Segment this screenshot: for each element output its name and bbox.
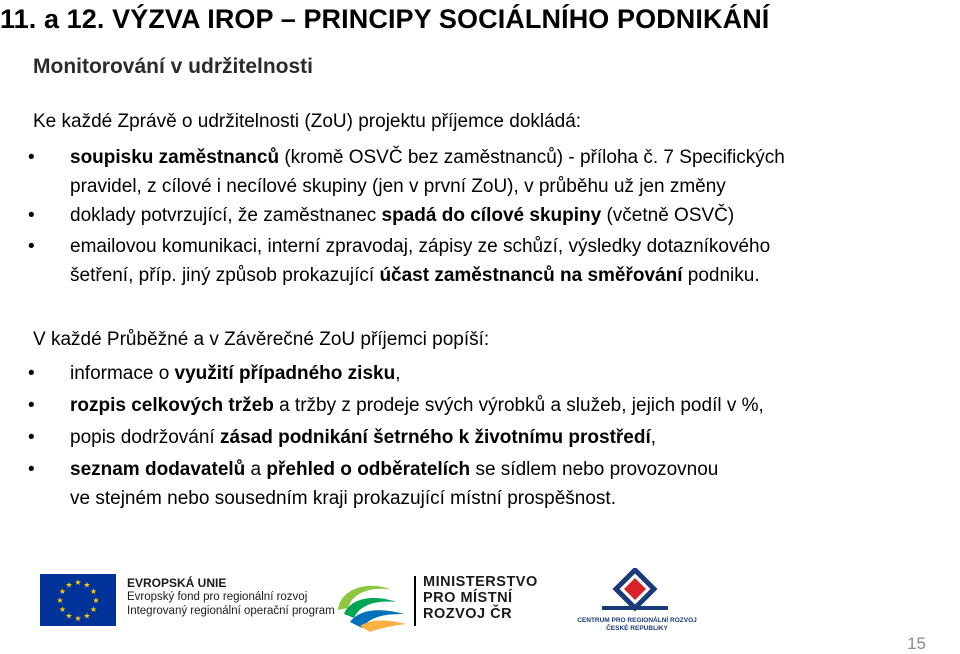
section1-intro: Ke každé Zprávě o udržitelnosti (ZoU) projektu příjemce dokládá: — [33, 111, 582, 132]
svg-text:★: ★ — [89, 587, 98, 596]
mmr-line: MINISTERSTVO — [423, 574, 538, 590]
svg-text:★: ★ — [56, 596, 64, 605]
text: doklady potvrzující, že zaměstnanec — [70, 205, 382, 226]
bullet-dot: • — [28, 236, 35, 257]
list-item — [28, 391, 928, 420]
bold-text: seznam dodavatelů — [70, 459, 246, 480]
list-item — [28, 423, 928, 452]
text: (kromě OSVČ bez zaměstnanců) - příloha č. 7 Specifických — [279, 147, 785, 168]
eu-logo-text — [127, 576, 335, 618]
list-item — [28, 143, 928, 201]
text: popis dodržování — [70, 427, 220, 448]
text: , — [395, 363, 401, 384]
text: a tržby z prodeje svých výrobků a služeb, jejich podíl v %, — [273, 395, 764, 416]
text: , — [650, 427, 657, 448]
bullet-dot: • — [28, 363, 35, 384]
text: emailovou komunikaci, interní zpravodaj, zápisy ze schůzí, výsledky dotazníkového — [70, 236, 771, 257]
irop-swirl-logo-icon — [330, 574, 412, 632]
text: podniku. — [682, 265, 760, 286]
eu-fund: Evropský fond pro regionální rozvoj — [127, 591, 308, 603]
mmr-logo-text — [423, 574, 538, 622]
bold-text: spadá do cílové skupiny — [381, 205, 602, 226]
page-number: 15 — [907, 634, 926, 653]
svg-text:★: ★ — [89, 605, 98, 614]
section2-intro: V každé Průběžné a v Závěrečné ZoU příjemci popíší: — [33, 329, 490, 350]
bold-text: využití případného zisku — [174, 363, 396, 384]
text: šetření, příp. jiný způsob prokazující — [70, 265, 380, 286]
crr-logo-icon — [600, 568, 670, 614]
text: pravidel, z cílové i necílové skupiny (jen v první ZoU), v průběhu už jen změny — [70, 176, 726, 197]
slide-subtitle: Monitorování v udržitelnosti — [33, 55, 314, 78]
crr-line: ČESKÉ REPUBLIKY — [606, 625, 668, 632]
text: ve stejném nebo sousedním kraji prokazující místní prospěšnost. — [70, 488, 616, 509]
svg-text:★: ★ — [83, 580, 91, 590]
text: (včetně OSVČ) — [601, 205, 735, 226]
svg-text:★: ★ — [58, 605, 67, 614]
crr-logo-text — [572, 617, 702, 633]
svg-text:★: ★ — [92, 596, 100, 605]
eu-flag-icon — [40, 574, 116, 626]
eu-program: Integrovaný regionální operační program — [127, 605, 335, 617]
svg-text:★: ★ — [58, 587, 67, 596]
list-item — [28, 201, 928, 230]
svg-text:★: ★ — [74, 614, 82, 623]
text: a — [245, 459, 267, 480]
svg-text:★: ★ — [74, 578, 82, 587]
eu-name: EVROPSKÁ UNIE — [127, 576, 227, 590]
bullet-dot: • — [28, 459, 35, 480]
bullet-dot: • — [28, 205, 35, 226]
slide-title: 11. a 12. VÝZVA IROP – PRINCIPY SOCIÁLNÍHO PODNIKÁNÍ — [0, 4, 770, 34]
text: se sídlem nebo provozovnou — [470, 459, 719, 480]
logo-strip — [0, 560, 960, 654]
bold-text: rozpis celkových tržeb — [70, 395, 274, 416]
bullet-dot: • — [28, 427, 35, 448]
mmr-line: PRO MÍSTNÍ — [423, 590, 513, 606]
crr-line: CENTRUM PRO REGIONÁLNÍ ROZVOJ — [577, 617, 697, 624]
bold-text: účast zaměstnanců na směřování — [379, 265, 683, 286]
list-item — [28, 455, 928, 513]
svg-text:★: ★ — [65, 580, 73, 590]
mmr-line: ROZVOJ ČR — [423, 606, 513, 622]
bold-text: zásad podnikání šetrného k životnímu prostředí — [220, 427, 651, 448]
svg-text:★: ★ — [83, 611, 91, 621]
text: informace o — [70, 363, 175, 384]
bullet-dot: • — [28, 395, 35, 416]
list-item — [28, 359, 928, 388]
bold-text: soupisku zaměstnanců — [70, 147, 280, 168]
bullet-dot: • — [28, 147, 35, 168]
bold-text: přehled o odběratelích — [266, 459, 471, 480]
svg-text:★: ★ — [65, 611, 73, 621]
list-item — [28, 232, 928, 290]
divider — [414, 576, 416, 626]
